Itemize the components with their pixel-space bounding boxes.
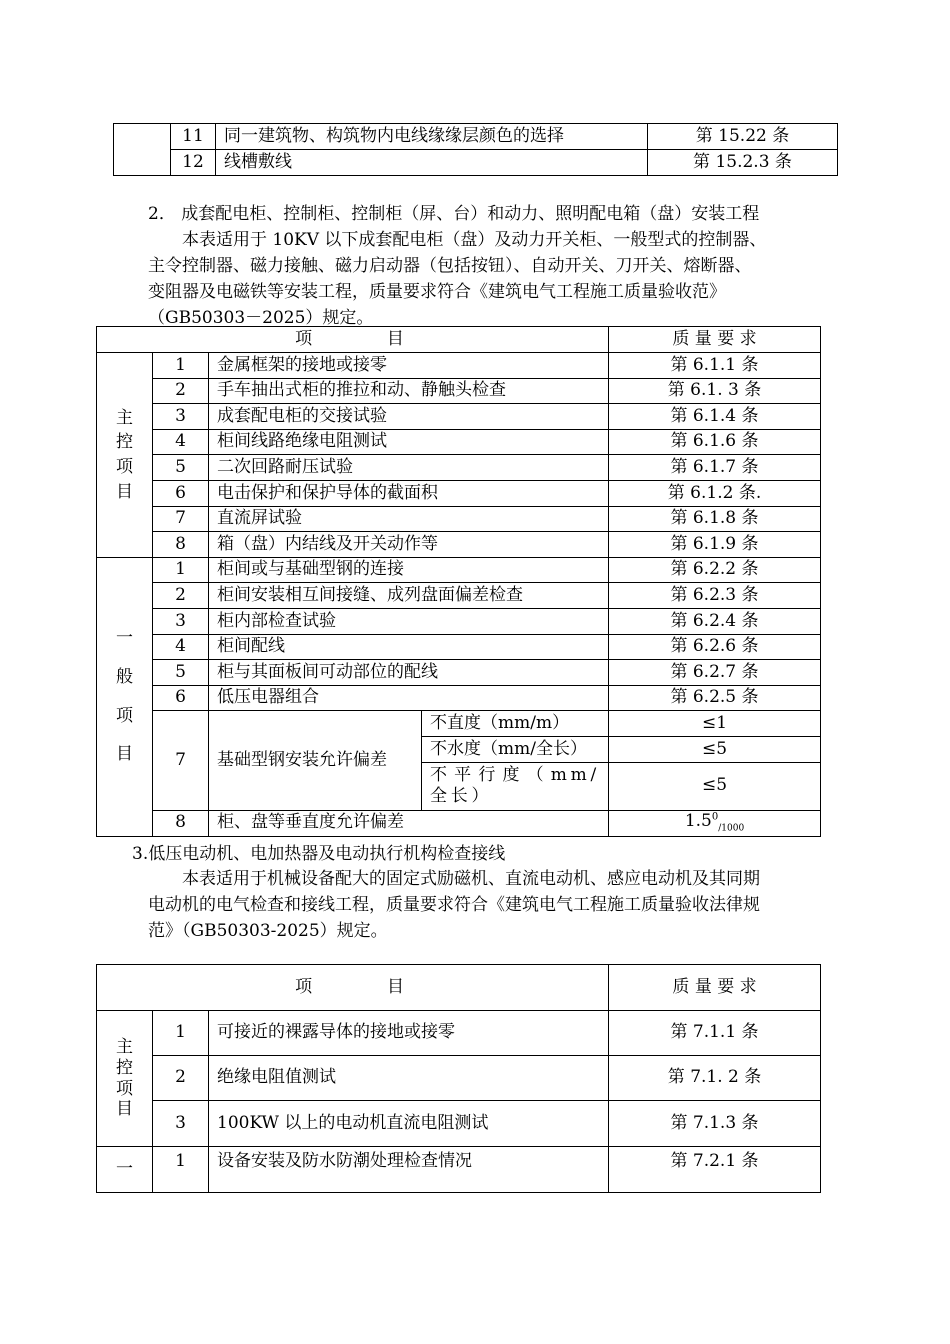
row-requirement: 第 6.1.7 条 [609,455,821,481]
req-base: 1.5 [684,811,712,832]
table-row [114,124,838,150]
row-requirement: 第 6.1.8 条 [609,506,821,532]
sub-item: 不平行度（mm/全长） [422,762,609,810]
table-row [97,378,821,404]
row-item: 同一建筑物、构筑物内电线缘缘层颜色的选择 [216,124,648,150]
row-item: 手车抽出式柜的推拉和动、静触头检查 [209,378,609,404]
row-number: 3 [153,608,209,634]
row-item: 线槽敷线 [216,150,648,176]
table-row [97,429,821,455]
paragraph-line: 本表适用于 10KV 以下成套配电柜（盘）及动力开关柜、一般型式的控制器、 [182,230,767,250]
table-row [97,455,821,481]
table-row [97,1147,821,1193]
row-requirement: 第 7.2.1 条 [609,1147,821,1193]
table-row [97,660,821,686]
table-row [97,1011,821,1056]
row-item: 电击保护和保护导体的截面积 [209,480,609,506]
row-number: 6 [153,685,209,711]
row-item: 设备安装及防水防潮处理检查情况 [209,1147,609,1193]
row-number: 5 [153,660,209,686]
row-number: 2 [153,583,209,609]
row-requirement: 第 6.2.6 条 [609,634,821,660]
row-number: 1 [153,1147,209,1193]
paragraph-line: （GB50303－2025）规定。 [148,308,374,328]
row-number: 12 [171,150,216,176]
section2-heading: 2． 成套配电柜、控制柜、控制柜（屏、台）和动力、照明配电箱（盘）安装工程 [148,204,760,224]
table-row [97,685,821,711]
table-header-row [97,965,821,1011]
row-number: 5 [153,455,209,481]
table-row [97,634,821,660]
row-requirement: 第 7.1.1 条 [609,1011,821,1056]
row-item: 100KW 以上的电动机直流电阻测试 [209,1101,609,1147]
row-item: 柜间或与基础型钢的连接 [209,557,609,583]
row-item: 柜间安装相互间接缝、成列盘面偏差检查 [209,583,609,609]
row-requirement [609,810,821,836]
main-control-label: 主 控 项 目 [97,353,153,558]
table-row [114,150,838,176]
row-requirement: ≤5 [609,762,821,810]
row-number: 8 [153,532,209,558]
table-row [97,608,821,634]
row-number: 4 [153,634,209,660]
paragraph-line: 变阻器及电磁铁等安装工程，质量要求符合《建筑电气工程施工质量验收范》 [148,282,726,302]
row-requirement: 第 15.2.3 条 [648,150,838,176]
row-requirement: 第 6.2.5 条 [609,685,821,711]
blank-cell [114,124,171,176]
row-requirement: 第 6.1. 3 条 [609,378,821,404]
table-header-row [97,327,821,353]
row-item: 柜、盘等垂直度允许偏差 [209,810,609,836]
row-item: 柜间配线 [209,634,609,660]
row-requirement: 第 7.1.3 条 [609,1101,821,1147]
row-requirement: 第 6.1.4 条 [609,404,821,430]
row-requirement: 第 6.1.2 条. [609,480,821,506]
table-row [97,583,821,609]
row-item: 直流屏试验 [209,506,609,532]
row-number: 2 [153,378,209,404]
row-number: 2 [153,1056,209,1101]
header-item: 项 目 [97,327,609,353]
row-requirement: 第 6.2.3 条 [609,583,821,609]
row-item: 箱（盘）内结线及开关动作等 [209,532,609,558]
row-item: 基础型钢安装允许偏差 [209,711,422,810]
table-row [97,532,821,558]
row-requirement: 第 6.2.7 条 [609,660,821,686]
req-subscript: /1000 [718,823,745,834]
main-control-label: 主 控 项 目 [97,1011,153,1147]
row-requirement: 第 6.1.9 条 [609,532,821,558]
table-motor [96,964,821,1193]
row-number: 4 [153,429,209,455]
section2-paragraph-cont [148,253,838,331]
table-row [97,557,821,583]
row-item: 柜间线路绝缘电阻测试 [209,429,609,455]
sub-item: 不水度（mm/全长） [422,736,609,762]
row-number: 6 [153,480,209,506]
header-requirement: 质 量 要 求 [609,965,821,1011]
paragraph-line: 范》（GB50303-2025）规定。 [148,921,388,941]
row-item: 成套配电柜的交接试验 [209,404,609,430]
table-row [97,404,821,430]
table-row [97,1101,821,1147]
row-requirement: ≤1 [609,711,821,737]
table-row [97,711,821,737]
section3-heading: 3.低压电动机、电加热器及电动执行机构检查接线 [132,844,506,864]
row-number: 11 [171,124,216,150]
table-row [97,1056,821,1101]
sub-item: 不直度（mm/m） [422,711,609,737]
row-number: 7 [153,506,209,532]
row-item: 柜与其面板间可动部位的配线 [209,660,609,686]
section3-paragraph [148,866,838,892]
paragraph-line: 本表适用于机械设备配大的固定式励磁机、直流电动机、感应电动机及其同期 [182,869,760,889]
row-number: 8 [153,810,209,836]
general-label: 一 般 项 目 [97,557,153,836]
paragraph-line: 主令控制器、磁力接触、磁力启动器（包括按钮）、自动开关、刀开关、熔断器、 [148,256,752,276]
paragraph-line: 电动机的电气检查和接线工程，质量要求符合《建筑电气工程施工质量验收法律规 [148,895,760,915]
row-number: 1 [153,1011,209,1056]
row-requirement: 第 6.2.2 条 [609,557,821,583]
row-number: 1 [153,353,209,379]
row-requirement: 第 6.1.6 条 [609,429,821,455]
table-top [113,123,838,176]
row-number: 7 [153,711,209,810]
table-row [97,353,821,379]
row-item: 绝缘电阻值测试 [209,1056,609,1101]
header-requirement: 质 量 要 求 [609,327,821,353]
section2-paragraph [148,227,838,253]
row-number: 3 [153,404,209,430]
row-item: 二次回路耐压试验 [209,455,609,481]
header-item: 项 目 [97,965,609,1011]
table-row [97,480,821,506]
section3-paragraph-cont [148,892,838,944]
table-switchgear [96,326,821,837]
row-item: 低压电器组合 [209,685,609,711]
row-number: 3 [153,1101,209,1147]
row-item: 金属框架的接地或接零 [209,353,609,379]
row-item: 可接近的裸露导体的接地或接零 [209,1011,609,1056]
row-requirement: 第 7.1. 2 条 [609,1056,821,1101]
row-requirement: 第 6.1.1 条 [609,353,821,379]
general-label: 一 [97,1147,153,1193]
row-requirement: 第 6.2.4 条 [609,608,821,634]
row-number: 1 [153,557,209,583]
table-row [97,810,821,836]
row-item: 柜内部检查试验 [209,608,609,634]
req-superscript: 0 [711,811,719,823]
row-requirement: ≤5 [609,736,821,762]
row-requirement: 第 15.22 条 [648,124,838,150]
table-row [97,506,821,532]
